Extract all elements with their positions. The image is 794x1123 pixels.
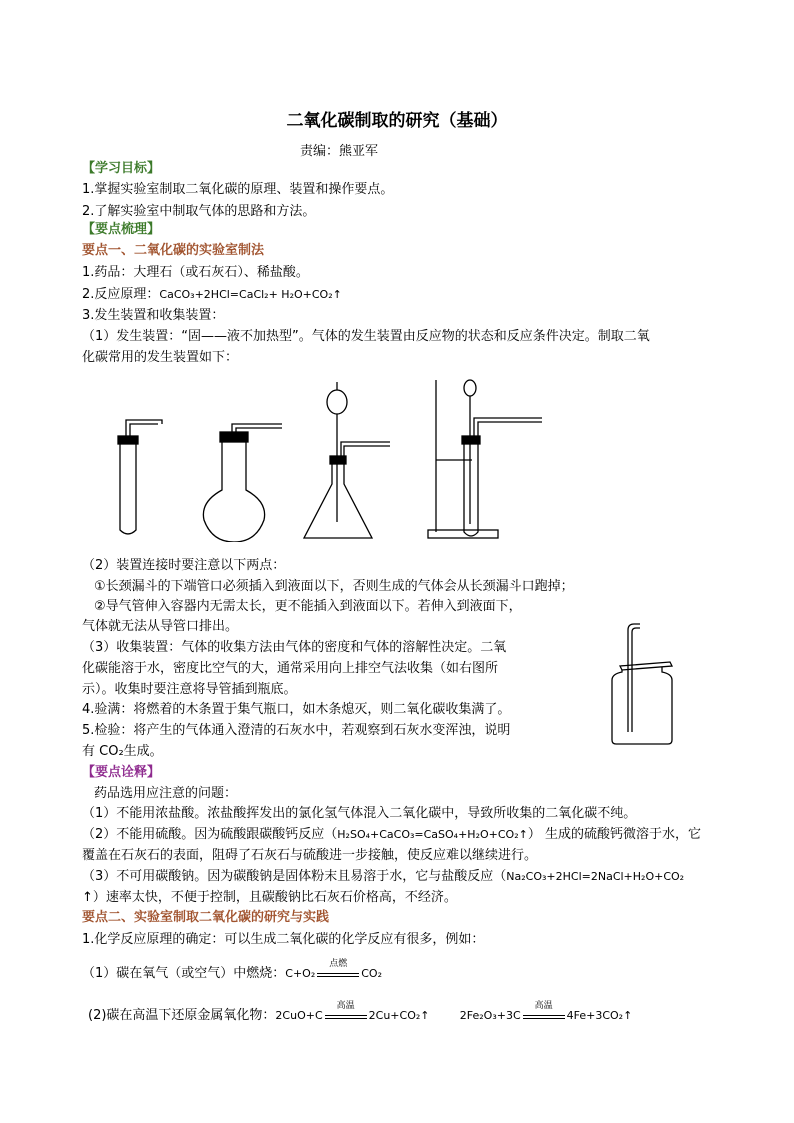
explain-3-cont: ↑）速率太快，不便于控制，且碳酸钠比石灰石价格高，不经济。: [82, 890, 457, 905]
reduction-1-reactants: 2CuO+C: [275, 1009, 323, 1022]
page-title: 二氧化碳制取的研究（基础）: [286, 111, 508, 131]
condition-label: 高温: [336, 1001, 355, 1011]
condition-label: 点燃: [329, 959, 348, 969]
reduction-1-products: 2Cu+CO₂↑: [368, 1009, 430, 1022]
iron-stand-apparatus: [428, 380, 542, 538]
test-line-2: 有 CO₂生成。: [82, 744, 163, 759]
check-full: 4.验满：将燃着的木条置于集气瓶口，如木条熄灭，则二氧化碳收集满了。: [82, 702, 511, 717]
gen-line-1: （1）发生装置：“固——液不加热型”。气体的发生装置由反应物的状态和反应条件决定。制取二氧: [82, 329, 650, 344]
gen-line-2: 化碳常用的发生装置如下：: [82, 350, 239, 365]
principle-label: 2.反应原理：: [82, 287, 160, 302]
goal-2: 2.了解实验室中制取气体的思路和方法。: [82, 204, 316, 219]
explain-2-equation: H₂SO₄+CaCO₃=CaSO₄+H₂O+CO₂↑: [337, 828, 528, 841]
generator-apparatus-figure: [100, 372, 560, 542]
gas-bottle-figure: [598, 622, 688, 750]
explain-3-equation: Na₂CO₃+2HCl=2NaCl+H₂O+CO₂: [506, 870, 685, 883]
points-heading: 【要点梳理】: [82, 222, 161, 237]
explain-heading: 【要点诠释】: [82, 765, 161, 780]
explain-2-cont: 覆盖在石灰石的表面，阻碍了石灰石与硫酸进一步接触，使反应难以继续进行。: [82, 848, 538, 863]
explain-1: （1）不能用浓盐酸。浓盐酸挥发出的氯化氢气体混入二氧化碳中，导致所收集的二氧化碳不纯。: [82, 806, 637, 821]
conn-line-4: 气体就无法从导管口排出。: [82, 619, 239, 634]
conn-line-1: （2）装置连接时要注意以下两点：: [82, 558, 286, 573]
p2-line-3-text: (2)碳在高温下还原金属氧化物：: [88, 1008, 276, 1023]
goals-heading: 【学习目标】: [82, 161, 161, 176]
conn-line-3: ②导气管伸入容器内无需太长，更不能插入到液面以下。若伸入到液面下，: [94, 599, 522, 614]
point1-heading: 要点一、二氧化碳的实验室制法: [82, 243, 265, 258]
goal-1: 1.掌握实验室制取二氧化碳的原理、装置和操作要点。: [82, 182, 394, 197]
explain-3-text-a: （3）不可用碳酸钠。因为碳酸钠是固体粉末且易溶于水，它与盐酸反应（: [82, 869, 507, 884]
point2-heading: 要点二、实验室制取二氧化碳的研究与实践: [82, 910, 330, 925]
explain-2-text-a: （2）不能用硫酸。因为硫酸跟碳酸钙反应（: [82, 827, 338, 842]
explain-2-text-b: ） 生成的硫酸钙微溶于水，它: [527, 827, 701, 842]
test-tube-apparatus: [118, 420, 162, 534]
explain-intro: 药品选用应注意的问题：: [94, 786, 238, 801]
collect-line-1: （3）收集装置：气体的收集方法由气体的密度和气体的溶解性决定。二氧: [82, 640, 507, 655]
round-flask-apparatus: [203, 424, 282, 542]
collect-line-3: 示）。收集时要注意将导管插到瓶底。: [82, 682, 297, 697]
reduction-2-products: 4Fe+3CO₂↑: [566, 1009, 633, 1022]
test-line-1: 5.检验：将产生的气体通入澄清的石灰水中，若观察到石灰水变浑浊，说明: [82, 723, 511, 738]
collect-line-2: 化碳能溶于水，密度比空气的大，通常采用向上排空气法收集（如右图所: [82, 661, 499, 676]
combustion-product: CO₂: [361, 967, 382, 980]
p2-line-2-text: （1）碳在氧气（或空气）中燃烧：: [82, 966, 286, 981]
principle-equation: CaCO₃+2HCl=CaCl₂+ H₂O+CO₂↑: [159, 288, 342, 301]
conn-line-2: ①长颈漏斗的下端管口必须插入到液面以下，否则生成的气体会从长颈漏斗口跑掉；: [94, 579, 574, 594]
device-heading: 3.发生装置和收集装置：: [82, 308, 225, 323]
author: 责编：熊亚军: [300, 144, 379, 159]
reduction-2-reactants: 2Fe₂O₃+3C: [459, 1009, 521, 1022]
combustion-reactants: C+O₂: [285, 967, 316, 980]
condition-label: 高温: [534, 1001, 553, 1011]
p2-line-2: [82, 959, 382, 983]
p2-line-1: 1.化学反应原理的确定：可以生成二氧化碳的化学反应有很多，例如：: [82, 932, 485, 947]
condition-arrow: [523, 1001, 565, 1019]
explain-3: [82, 868, 684, 886]
p2-line-3: [88, 1001, 633, 1025]
condition-arrow: [325, 1001, 367, 1019]
drugs: 1.药品：大理石（或石灰石）、稀盐酸。: [82, 265, 309, 280]
conical-flask-apparatus: [304, 382, 390, 538]
condition-arrow: [317, 959, 359, 977]
explain-2: [82, 826, 701, 844]
principle: [82, 286, 342, 304]
